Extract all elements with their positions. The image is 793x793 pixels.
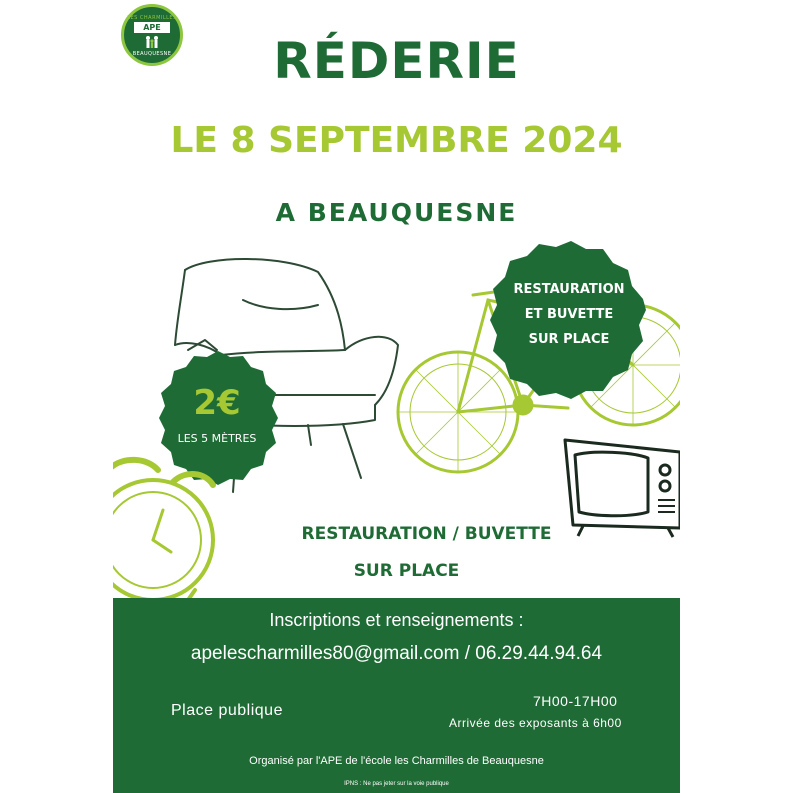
venue-text: Place publique [171,702,283,719]
restauration-line: RESTAURATION / BUVETTE [301,524,552,544]
restauration-badge-line: ET BUVETTE [524,307,614,322]
price-unit: LES 5 MÈTRES [177,432,257,445]
exhibitor-arrival: Arrivée des exposants à 6h00 [449,716,622,730]
restauration-badge-line: SUR PLACE [528,332,610,347]
restauration-badge [495,277,643,352]
contact-info: apelescharmilles80@gmail.com / 06.29.44.94.64 [190,643,603,664]
opening-hours: 7H00-17H00 [533,693,618,709]
tv-icon [565,440,680,537]
price-amount: 2€ [193,383,241,423]
logo-ape-text: APE [134,22,170,33]
registration-heading: Inscriptions et renseignements : [269,610,524,630]
logo-top-text: LES CHARMILLES [127,15,177,21]
organizer-text: Organisé par l'APE de l'école les Charmilles de Beauquesne [249,755,544,767]
ipns-notice: IPNS : Ne pas jeter sur la voie publique [344,781,449,787]
event-date: LE 8 SEPTEMBRE 2024 [170,120,623,161]
poster [113,0,680,793]
logo-bottom-text: BEAUQUESNE [132,51,172,57]
restauration-badge-line: RESTAURATION [513,282,625,297]
event-location: A BEAUQUESNE [275,198,518,227]
sur-place-line: SUR PLACE [353,561,460,581]
info-panel [113,598,680,793]
event-title: RÉDERIE [273,32,520,90]
